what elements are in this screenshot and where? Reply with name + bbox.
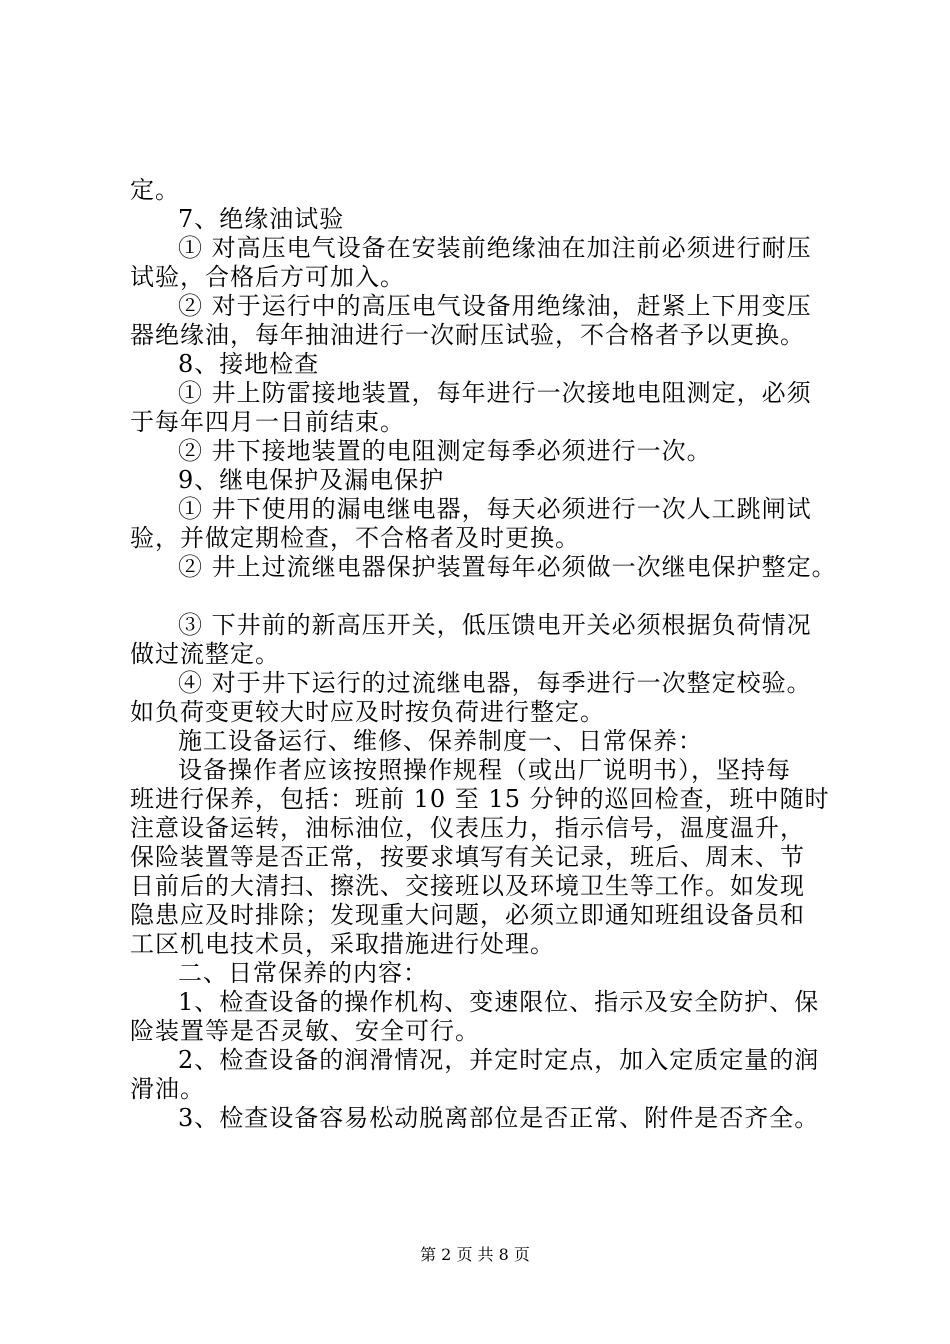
text-line: 滑油。 xyxy=(130,1075,205,1103)
text-line: ① 井上防雷接地装置，每年进行一次接地电阻测定，必须 xyxy=(178,379,812,407)
text-line: 试验，合格后方可加入。 xyxy=(130,263,405,291)
text-line: ② 对于运行中的高压电气设备用绝缘油，赶紧上下用变压 xyxy=(178,292,812,320)
text-line: ④ 对于井下运行的过流继电器，每季进行一次整定校验。 xyxy=(178,669,812,697)
section-heading: 二、日常保养的内容： xyxy=(178,959,428,987)
section-heading: 施工设备运行、维修、保养制度一、日常保养： xyxy=(178,727,703,755)
text-line: 1、检查设备的操作机构、变速限位、指示及安全防护、保 xyxy=(178,988,820,1016)
text-line: 保险装置等是否正常，按要求填写有关记录，班后、周末、节 xyxy=(130,843,805,871)
page-number: 第 2 页 共 8 页 xyxy=(420,1245,530,1264)
section-heading: 9、继电保护及漏电保护 xyxy=(178,466,445,494)
text-line: 设备操作者应该按照操作规程（或出厂说明书），坚持每 xyxy=(178,756,791,784)
section-heading: 7、绝缘油试验 xyxy=(178,205,345,233)
text-line: 工区机电技术员，采取措施进行处理。 xyxy=(130,930,555,958)
section-heading: 8、接地检查 xyxy=(178,350,320,378)
text-line: 器绝缘油，每年抽油进行一次耐压试验，不合格者予以更换。 xyxy=(130,321,805,349)
text-line: ① 井下使用的漏电继电器，每天必须进行一次人工跳闸试 xyxy=(178,495,812,523)
blank-line xyxy=(130,582,850,611)
text-line: 日前后的大清扫、擦洗、交接班以及环境卫生等工作。如发现 xyxy=(130,872,805,900)
text-line: 班进行保养，包括：班前 10 至 15 分钟的巡回检查，班中随时 xyxy=(130,785,830,813)
text-line: ③ 下井前的新高压开关，低压馈电开关必须根据负荷情况 xyxy=(178,611,812,639)
text-line: 如负荷变更较大时应及时按负荷进行整定。 xyxy=(130,698,605,726)
text-line: 验，并做定期检查，不合格者及时更换。 xyxy=(130,524,580,552)
text-line: 于每年四月一日前结束。 xyxy=(130,408,405,436)
document-body xyxy=(130,176,850,1133)
text-line: 定。 xyxy=(130,176,180,204)
text-line: 3、检查设备容易松动脱离部位是否正常、附件是否齐全。 xyxy=(178,1104,820,1132)
text-line: 做过流整定。 xyxy=(130,640,280,668)
text-line: 2、检查设备的润滑情况，并定时定点，加入定质定量的润 xyxy=(178,1046,820,1074)
text-line: ② 井下接地装置的电阻测定每季必须进行一次。 xyxy=(178,437,712,465)
text-line: 隐患应及时排除；发现重大问题，必须立即通知班组设备员和 xyxy=(130,901,805,929)
text-line: 险装置等是否灵敏、安全可行。 xyxy=(130,1017,480,1045)
text-line: ② 井上过流继电器保护装置每年必须做一次继电保护整定。 xyxy=(178,553,837,581)
text-line: ① 对高压电气设备在安装前绝缘油在加注前必须进行耐压 xyxy=(178,234,812,262)
text-line: 注意设备运转，油标油位，仪表压力，指示信号，温度温升， xyxy=(130,814,805,842)
